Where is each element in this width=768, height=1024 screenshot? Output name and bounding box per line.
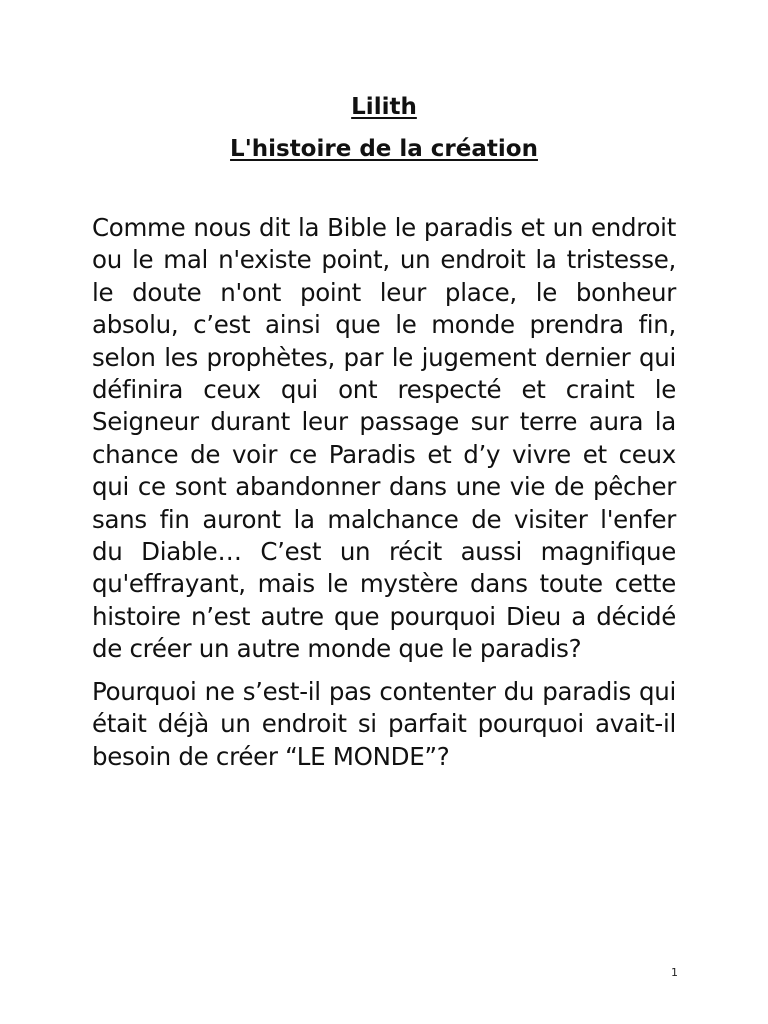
page-number: 1 <box>671 966 678 979</box>
document-title: Lilith <box>351 94 417 120</box>
paragraph: Pourquoi ne s’est-il pas contenter du paradis qui était déjà un endroit si parfait pourquoi avait-il besoin de créer “LE MONDE”? <box>92 676 676 771</box>
body-text <box>92 212 676 783</box>
paragraph: Comme nous dit la Bible le paradis et un endroit ou le mal n'existe point, un endroit la tristesse, le doute n'ont point leur place, le bonheur absolu, c’est ainsi que le monde prendra fin, selon les prophètes, par le jugement dernier qui définira ceux qui ont respecté et craint le Seigneur durant leur passage sur terre aura la chance de voir ce Paradis et d’y vivre et ceux qui ce sont abandonner dans une vie de pêcher sans fin auront la malchance de visiter l'enfer du Diable… C’est un récit aussi magnifique qu'effrayant, mais le mystère dans toute cette histoire n’est autre que pourquoi Dieu a décidé de créer un autre monde que le paradis? <box>92 213 676 664</box>
title-block <box>0 86 768 170</box>
document-subtitle: L'histoire de la création <box>230 136 538 162</box>
